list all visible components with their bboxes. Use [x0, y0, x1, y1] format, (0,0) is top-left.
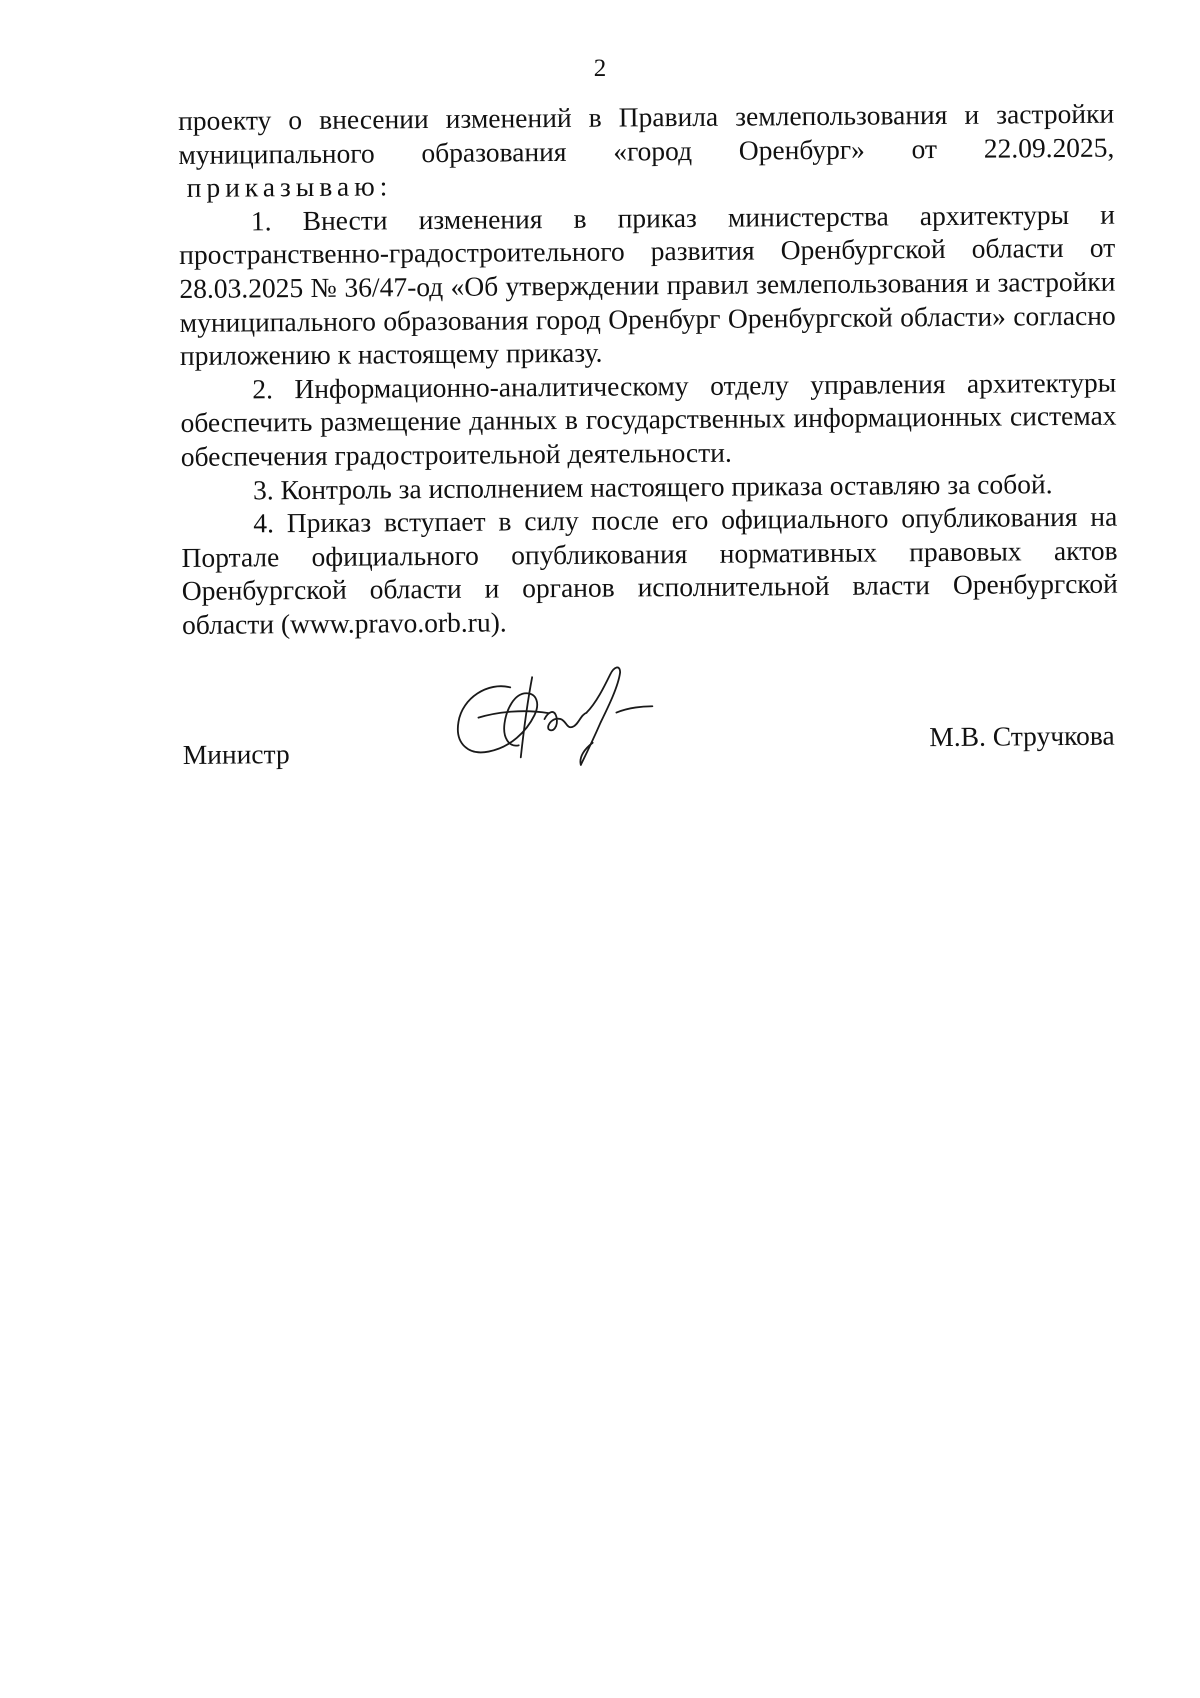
order-item-2: 2. Информационно-аналитическому отделу управления архитектуры обеспечить размещение данных в государственных информационных системах обеспечения градостроительной деятельности. — [180, 366, 1117, 472]
order-word: приказываю: — [186, 170, 393, 204]
document-body — [178, 97, 1118, 642]
order-item-1: 1. Внести изменения в приказ министерства архитектуры и пространственно-градостроительного развития Оренбургской области от 28.03.2025 № 36/47-од «Об утверждении правил землепользования и застройки муниципального образования город Оренбург Оренбургской области» согласно приложению к настоящему приказу. — [179, 198, 1116, 372]
signer-position: Министр — [182, 738, 290, 770]
order-item-3: 3. Контроль за исполнением настоящего приказа оставляю за собой. — [252, 467, 1053, 505]
page-number: 2 — [593, 55, 607, 82]
signer-name: М.В. Стручкова — [929, 719, 1115, 753]
order-item-4: 4. Приказ вступает в силу после его официального опубликования на Портале официального опубликования нормативных правовых актов Оренбургской области и органов исполнительной власти Оренбургской области (www.pravo.orb.ru). — [181, 500, 1118, 640]
intro-line-2: муниципального образования «город Оренбург» от 22.09.2025, — [178, 131, 1115, 170]
signature-block — [178, 653, 1115, 780]
intro-line-1: проекту о внесении изменений в Правила землепользования и застройки — [178, 97, 1115, 136]
handwritten-signature — [448, 656, 669, 778]
